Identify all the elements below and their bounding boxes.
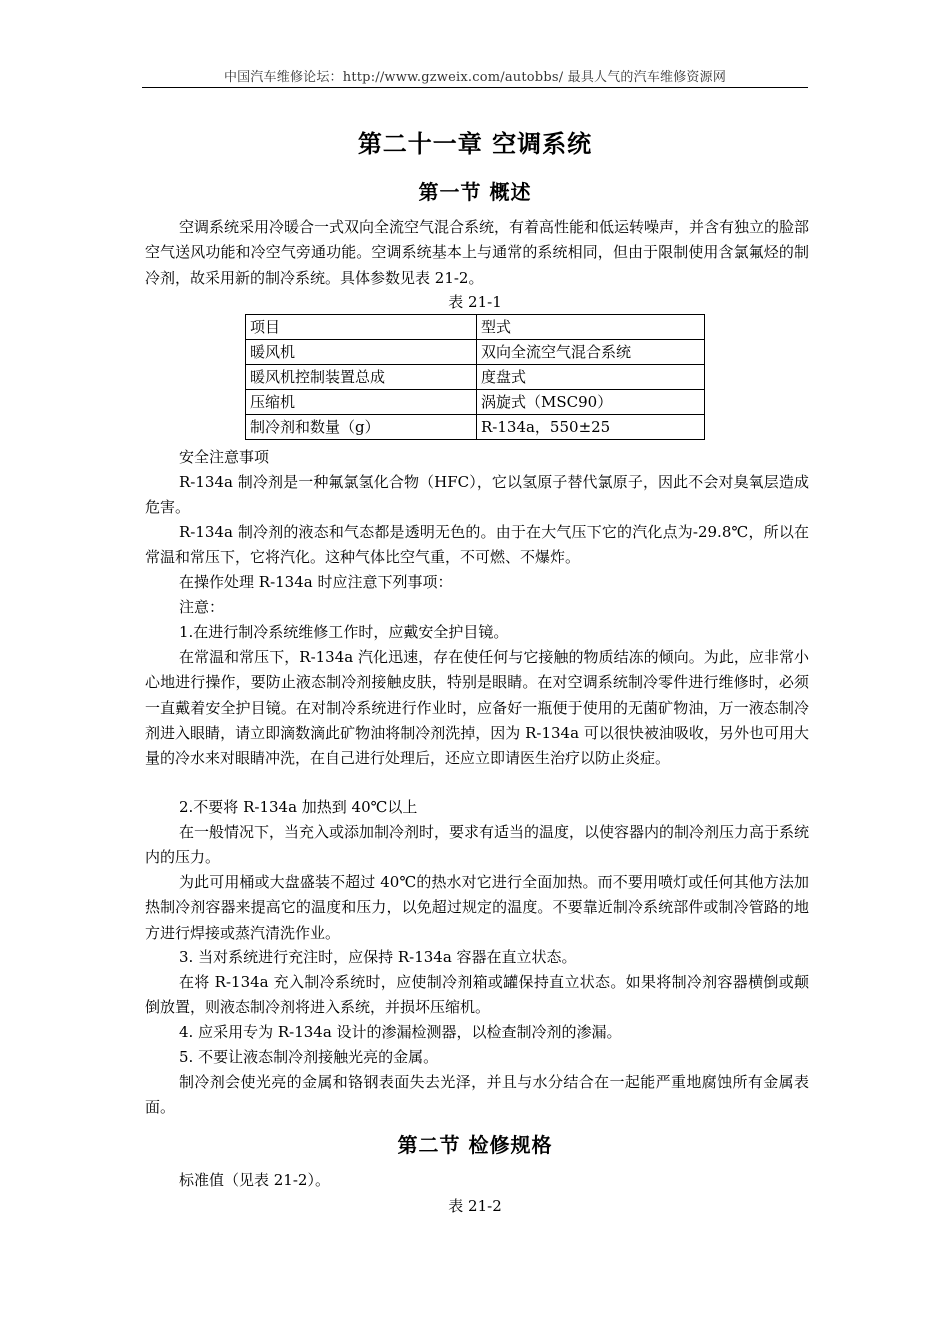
table-cell: R-134a，550±25 [477, 415, 705, 440]
table-cell: 双向全流空气混合系统 [477, 340, 705, 365]
chapter-title: 第二十一章 空调系统 [357, 129, 593, 158]
note-label: 注意： [179, 598, 225, 616]
hfc-paragraph: R-134a 制冷剂是一种氟氯氢化合物（HFC），它以氢原子替代氯原子，因此不会对臭氧层造成危害。 [145, 473, 809, 517]
section-title-overview: 第一节 概述 [418, 180, 532, 204]
liquid-gas-paragraph: R-134a 制冷剂的液态和气态都是透明无色的。由于在大气压下它的汽化点为-29.8℃，所以在常温和常压下，它将汽化。这种气体比空气重，不可燃、不爆炸。 [145, 523, 809, 567]
handling-paragraph: 在操作处理 R-134a 时应注意下列事项： [179, 573, 453, 591]
item-2-body-b: 为此可用桶或大盘盛装不超过 40℃的热水对它进行全面加热。而不要用喷灯或任何其他方法加热制冷剂容器来提高它的温度和压力，以免超过规定的温度。不要靠近制冷系统部件或制冷管路的地方进行焊接或蒸汽清洗作业。 [145, 873, 809, 942]
table-cell: 暖风机 [246, 340, 477, 365]
section-title-specs: 第二节 检修规格 [397, 1133, 553, 1157]
table-row [246, 365, 705, 390]
standard-values-line: 标准值（见表 21-2）。 [179, 1171, 330, 1189]
table-row [246, 340, 705, 365]
table-cell: 涡旋式（MSC90） [477, 390, 705, 415]
table-cell: 项目 [246, 315, 477, 340]
table-cell: 制冷剂和数量（g） [246, 415, 477, 440]
table-21-2-caption: 表 21-2 [448, 1197, 502, 1215]
table-cell: 压缩机 [246, 390, 477, 415]
table-row [246, 415, 705, 440]
item-3-heading: 3. 当对系统进行充注时，应保持 R-134a 容器在直立状态。 [179, 948, 577, 966]
table-row [246, 315, 705, 340]
item-5-heading: 5. 不要让液态制冷剂接触光亮的金属。 [179, 1048, 439, 1066]
table-row [246, 390, 705, 415]
header-rule [142, 87, 808, 88]
safety-heading: 安全注意事项 [179, 448, 270, 466]
item-3-body: 在将 R-134a 充入制冷系统时，应使制冷剂箱或罐保持直立状态。如果将制冷剂容器横倒或颠倒放置，则液态制冷剂将进入系统，并损坏压缩机。 [145, 973, 809, 1017]
table-cell: 暖风机控制装置总成 [246, 365, 477, 390]
item-5-body: 制冷剂会使光亮的金属和铬钢表面失去光泽，并且与水分结合在一起能严重地腐蚀所有金属表面。 [145, 1073, 809, 1117]
spec-table-21-1 [245, 314, 705, 440]
table-cell: 度盘式 [477, 365, 705, 390]
page-header: 中国汽车维修论坛：http://www.gzweix.com/autobbs/ 最具人气的汽车维修资源网 [223, 70, 727, 85]
item-2-heading: 2.不要将 R-134a 加热到 40℃以上 [179, 798, 418, 816]
intro-paragraph: 空调系统采用冷暖合一式双向全流空气混合系统，有着高性能和低运转噪声，并含有独立的脸部空气送风功能和冷空气旁通功能。空调系统基本上与通常的系统相同，但由于限制使用含氯氟烃的制冷剂，故采用新的制冷系统。具体参数见表 21-2。 [145, 218, 810, 287]
item-1-body: 在常温和常压下，R-134a 汽化迅速，存在使任何与它接触的物质结冻的倾向。为此，应非常小心地进行操作，要防止液态制冷剂接触皮肤，特别是眼睛。在对空调系统制冷零件进行维修时，必须一直戴着安全护目镜。在对制冷系统进行作业时，应备好一瓶便于使用的无菌矿物油，万一液态制冷剂进入眼睛，请立即滴数滴此矿物油将制冷剂洗掉，因为 R-134a 可以很快被油吸收，另外也可用大量的冷水来对眼睛冲洗，在自己进行处理后，还应立即请医生治疗以防止炎症。 [145, 648, 809, 768]
item-1-heading: 1.在进行制冷系统维修工作时，应戴安全护目镜。 [179, 623, 509, 641]
table-21-1-caption: 表 21-1 [448, 293, 502, 311]
item-2-body-a: 在一般情况下，当充入或添加制冷剂时，要求有适当的温度，以使容器内的制冷剂压力高于系统内的压力。 [145, 823, 810, 867]
table-cell: 型式 [477, 315, 705, 340]
item-4-heading: 4. 应采用专为 R-134a 设计的渗漏检测器，以检查制冷剂的渗漏。 [179, 1023, 622, 1041]
